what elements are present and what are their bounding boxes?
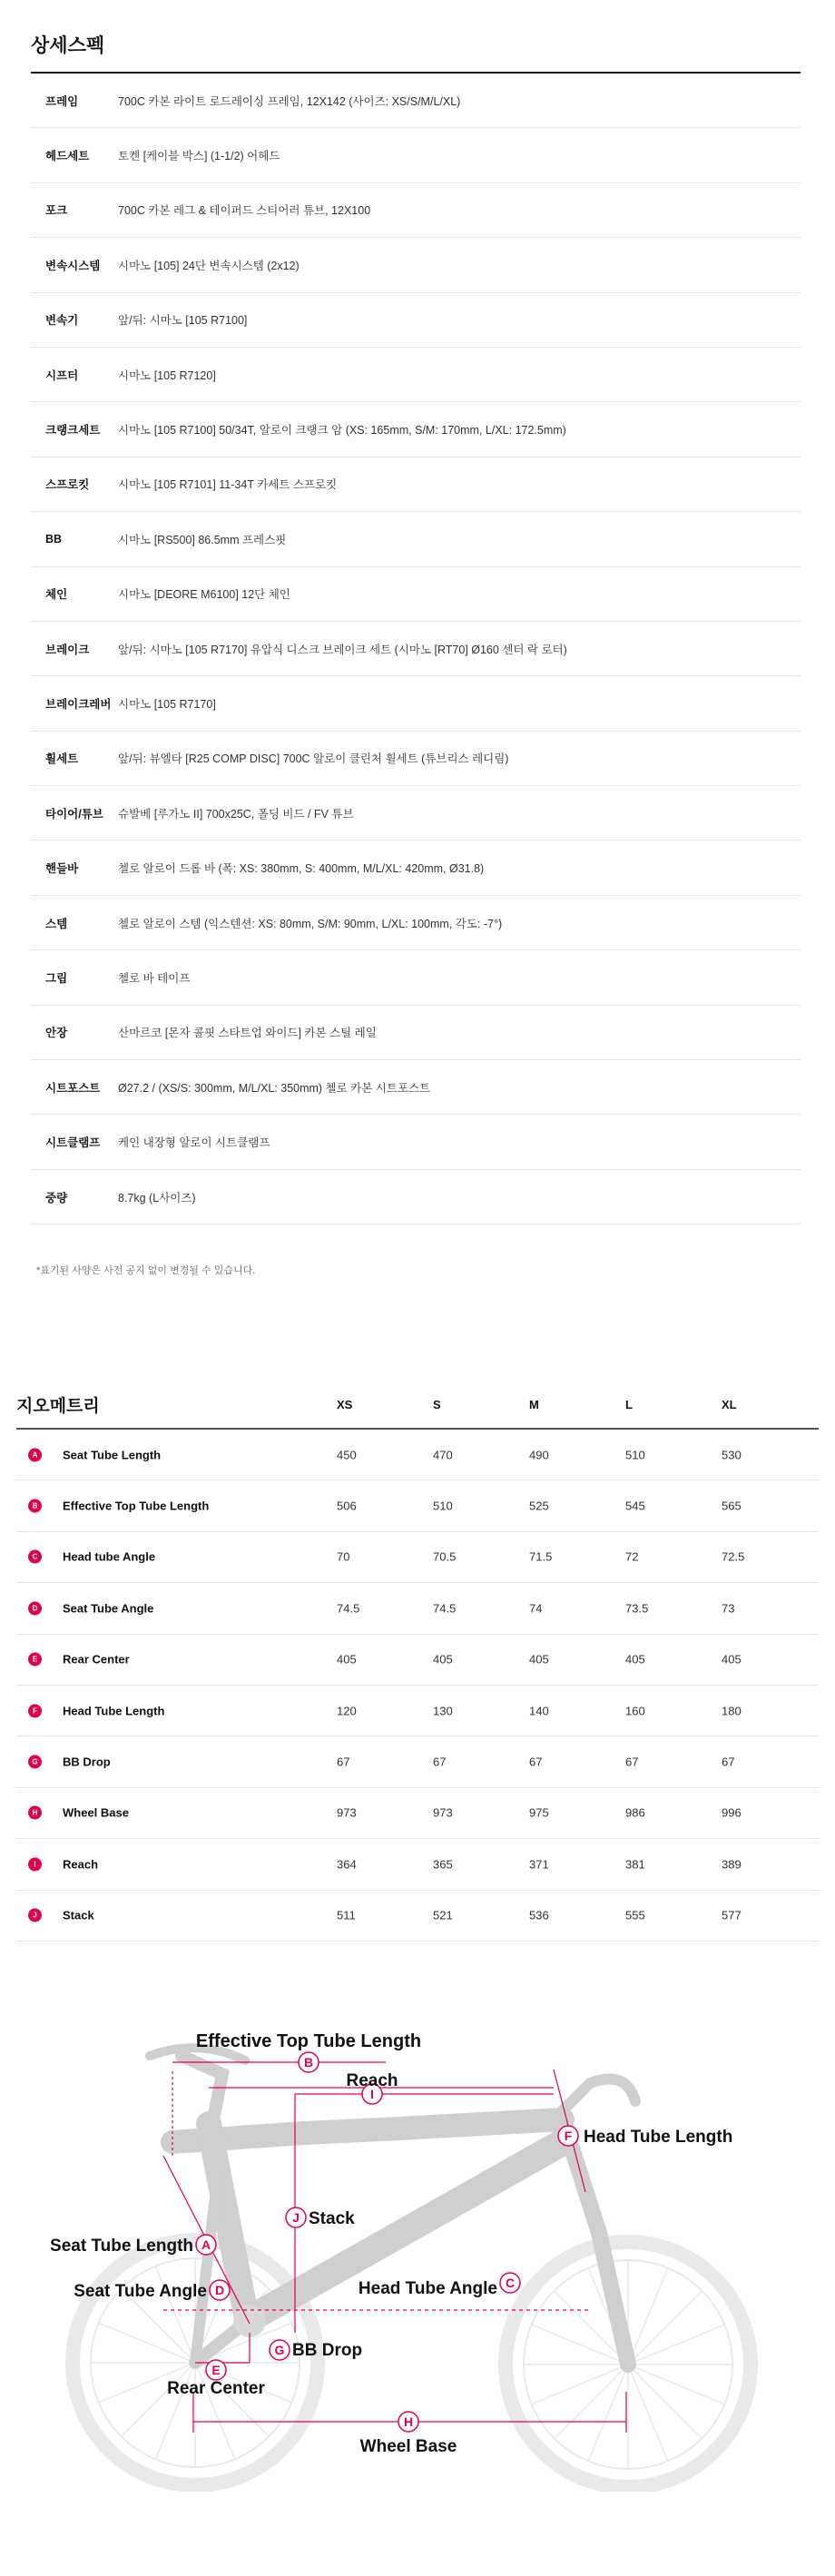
geometry-cell: 986 [625, 1805, 645, 1820]
spec-value: 700C 카본 레그 & 테이퍼드 스티어러 튜브, 12X100 [118, 204, 371, 218]
geometry-cell: 130 [433, 1704, 453, 1718]
geometry-cell: 67 [625, 1755, 639, 1769]
geometry-cell: 405 [433, 1652, 453, 1667]
label-seat-tube-length: Seat Tube Length [50, 2237, 193, 2256]
spec-value: 시마노 [RS500] 86.5mm 프레스핏 [118, 533, 287, 546]
geometry-cell: 70.5 [433, 1549, 457, 1564]
spec-label: 브레이크레버 [45, 697, 112, 711]
spec-value: 슈발베 [루가노 II] 700x25C, 폴딩 비드 / FV 튜브 [118, 807, 354, 821]
spec-label: 시트포스트 [45, 1081, 101, 1095]
size-header-m: M [529, 1398, 539, 1411]
spec-label: 스템 [45, 917, 68, 930]
geometry-badge: D [28, 1601, 42, 1615]
geometry-label: Stack [63, 1908, 94, 1922]
geometry-badge: G [28, 1755, 42, 1769]
geometry-row [16, 1532, 819, 1583]
geometry-badge: I [28, 1857, 42, 1871]
geometry-label: Reach [63, 1857, 99, 1872]
size-header-l: L [625, 1398, 633, 1411]
geometry-cell: 67 [433, 1755, 447, 1769]
spec-row [31, 786, 801, 841]
marker-f: F [564, 2129, 573, 2143]
spec-label: 시프터 [45, 369, 79, 382]
geometry-cell: 555 [625, 1908, 645, 1922]
geometry-row [16, 1788, 819, 1839]
geometry-cell: 73.5 [625, 1601, 649, 1616]
geometry-cell: 160 [625, 1704, 645, 1718]
geometry-label: BB Drop [63, 1755, 111, 1769]
spec-row [31, 183, 801, 238]
marker-b: B [303, 2055, 314, 2070]
spec-row [31, 457, 801, 512]
geometry-row [16, 1686, 819, 1736]
geometry-cell: 67 [722, 1755, 735, 1769]
geometry-cell: 389 [722, 1857, 742, 1872]
spec-label: 핸들바 [45, 862, 79, 876]
spec-label: 스프로킷 [45, 478, 90, 492]
spec-label: 헤드세트 [45, 150, 90, 163]
spec-title: 상세스펙 [31, 35, 105, 56]
geometry-label: Head Tube Length [63, 1704, 165, 1718]
geometry-label: Head tube Angle [63, 1549, 156, 1564]
spec-row [31, 293, 801, 348]
spec-label: 체인 [45, 588, 68, 602]
geometry-cell: 973 [337, 1805, 357, 1820]
geometry-cell: 506 [337, 1499, 357, 1513]
geometry-cell: 67 [529, 1755, 543, 1769]
geometry-cell: 70 [337, 1549, 350, 1564]
spec-value: 시마노 [105 R7100] 50/34T, 알로이 크랭크 암 (XS: 165mm, S/M: 170mm, L/XL: 172.5mm) [118, 424, 566, 438]
geometry-cell: 381 [625, 1857, 645, 1872]
spec-label: 그립 [45, 971, 68, 985]
spec-row [31, 1006, 801, 1060]
spec-value: 첼로 알로이 드롭 바 (폭: XS: 380mm, S: 400mm, M/L/XL: 420mm, Ø31.8) [118, 862, 485, 876]
geometry-cell: 74.5 [337, 1601, 360, 1616]
geometry-badge: J [28, 1909, 42, 1922]
spec-value: 산마르코 [몬자 콜핏 스타트업 와이드] 카본 스틸 레일 [118, 1027, 377, 1040]
geometry-cell: 525 [529, 1499, 549, 1513]
spec-row [31, 1060, 801, 1115]
spec-label: 안장 [45, 1027, 68, 1040]
geometry-label: Seat Tube Angle [63, 1601, 154, 1616]
spec-label: 브레이크 [45, 643, 90, 656]
geometry-label: Seat Tube Length [63, 1448, 162, 1462]
marker-e: E [211, 2363, 221, 2377]
spec-value: 시마노 [105 R7120] [118, 369, 216, 382]
geometry-badge: C [28, 1550, 42, 1564]
marker-c: C [505, 2276, 516, 2290]
geometry-cell: 71.5 [529, 1549, 553, 1564]
geometry-cell: 450 [337, 1448, 357, 1462]
label-head-tube-angle: Head Tube Angle [358, 2279, 497, 2298]
spec-label: 변속시스템 [45, 259, 101, 272]
spec-value: Ø27.2 / (XS/S: 300mm, M/L/XL: 350mm) 첼로 카본 시트포스트 [118, 1081, 431, 1095]
geometry-badge: E [28, 1653, 42, 1667]
geometry-label: Wheel Base [63, 1805, 129, 1820]
spec-row [31, 74, 801, 128]
diagram-labels [36, 2020, 799, 2492]
spec-value: 앞/뒤: 뷰엘타 [R25 COMP DISC] 700C 알로이 클린처 휠세트 (튜브리스 레디림) [118, 752, 509, 766]
geometry-badge: F [28, 1704, 42, 1717]
marker-h: H [403, 2414, 414, 2429]
geometry-row [16, 1480, 819, 1531]
geometry-cell: 364 [337, 1857, 357, 1872]
geometry-cell: 67 [337, 1755, 350, 1769]
size-header-s: S [433, 1398, 441, 1411]
geometry-title: 지오메트리 [16, 1397, 100, 1416]
geometry-cell: 510 [433, 1499, 453, 1513]
spec-row [31, 238, 801, 292]
geometry-cell: 120 [337, 1704, 357, 1718]
geometry-cell: 470 [433, 1448, 453, 1462]
spec-label: 타이어/튜브 [45, 807, 103, 821]
geometry-cell: 140 [529, 1704, 549, 1718]
geometry-cell: 545 [625, 1499, 645, 1513]
spec-value: 시마노 [105 R7101] 11-34T 카세트 스프로킷 [118, 478, 338, 492]
geometry-cell: 72 [625, 1549, 639, 1564]
spec-row [31, 512, 801, 566]
geometry-cell: 74.5 [433, 1601, 457, 1616]
geometry-diagram [36, 2020, 799, 2492]
spec-value: 시마노 [105] 24단 변속시스템 (2x12) [118, 259, 300, 272]
geometry-cell: 577 [722, 1908, 742, 1922]
geometry-badge: A [28, 1448, 42, 1461]
spec-label: 휠세트 [45, 752, 79, 766]
geometry-row [16, 1430, 819, 1480]
spec-label: 중량 [45, 1191, 68, 1204]
marker-a: A [201, 2237, 211, 2252]
geometry-table [16, 1430, 819, 1942]
size-header-xl: XL [722, 1398, 737, 1411]
geometry-cell: 73 [722, 1601, 735, 1616]
geometry-cell: 530 [722, 1448, 742, 1462]
geometry-cell: 996 [722, 1805, 742, 1820]
label-wheel-base: Wheel Base [359, 2437, 457, 2456]
spec-row [31, 950, 801, 1005]
spec-value: 앞/뒤: 시마노 [105 R7100] [118, 314, 248, 328]
geometry-cell: 521 [433, 1908, 453, 1922]
geometry-cell: 975 [529, 1805, 549, 1820]
geometry-row [16, 1736, 819, 1787]
geometry-row [16, 1635, 819, 1686]
spec-value: 8.7kg (L사이즈) [118, 1191, 196, 1204]
label-stack: Stack [309, 2209, 355, 2228]
spec-label: 크랭크세트 [45, 424, 101, 438]
label-head-tube: Head Tube Length [584, 2128, 733, 2147]
spec-value: 첼로 바 테이프 [118, 971, 191, 985]
spec-row [31, 128, 801, 182]
geometry-cell: 510 [625, 1448, 645, 1462]
spec-row [31, 896, 801, 950]
geometry-cell: 72.5 [722, 1549, 745, 1564]
geometry-cell: 405 [722, 1652, 742, 1667]
spec-label: 시트클램프 [45, 1136, 101, 1150]
spec-row [31, 622, 801, 676]
spec-row [31, 1170, 801, 1224]
geometry-cell: 371 [529, 1857, 549, 1872]
spec-note: *표기된 사양은 사전 공지 없이 변경될 수 있습니다. [36, 1265, 256, 1276]
spec-row [31, 1115, 801, 1169]
spec-value: 시마노 [105 R7170] [118, 697, 216, 711]
spec-label: 포크 [45, 204, 68, 218]
geometry-cell: 565 [722, 1499, 742, 1513]
spec-row [31, 567, 801, 622]
spec-value: 첼로 알로이 스템 (익스텐션: XS: 80mm, S/M: 90mm, L/XL: 100mm, 각도: -7°) [118, 917, 503, 930]
spec-row [31, 676, 801, 731]
geometry-badge: H [28, 1806, 42, 1820]
spec-label: 변속기 [45, 314, 79, 328]
geometry-row [16, 1839, 819, 1890]
geometry-cell: 973 [433, 1805, 453, 1820]
geometry-badge: B [28, 1499, 42, 1513]
geometry-cell: 405 [529, 1652, 549, 1667]
marker-j: J [292, 2210, 300, 2225]
spec-table [31, 74, 801, 1224]
geometry-cell: 511 [337, 1908, 356, 1922]
spec-row [31, 348, 801, 402]
geometry-cell: 536 [529, 1908, 549, 1922]
label-rear-center: Rear Center [167, 2379, 265, 2398]
spec-value: 케인 내장형 알로이 시트클램프 [118, 1136, 270, 1150]
geometry-cell: 74 [529, 1601, 543, 1616]
geometry-cell: 490 [529, 1448, 549, 1462]
geometry-label: Effective Top Tube Length [63, 1499, 210, 1513]
spec-row [31, 841, 801, 895]
spec-value: 700C 카본 라이트 로드레이싱 프레임, 12X142 (사이즈: XS/S/M/L/XL) [118, 94, 461, 108]
label-seat-tube-angle: Seat Tube Angle [74, 2282, 207, 2301]
spec-label: 프레임 [45, 94, 79, 108]
label-top-tube: Effective Top Tube Length [195, 2031, 422, 2051]
label-bb-drop: BB Drop [292, 2341, 363, 2360]
spec-row [31, 402, 801, 457]
size-header-xs: XS [337, 1398, 353, 1411]
marker-i: I [370, 2087, 374, 2101]
spec-value: 앞/뒤: 시마노 [105 R7170] 유압식 디스크 브레이크 세트 (시마노 [RT70] Ø160 센터 락 로터) [118, 643, 567, 656]
geometry-cell: 405 [337, 1652, 357, 1667]
spec-value: 토켄 [케이블 박스] (1-1/2) 어헤드 [118, 150, 280, 163]
geometry-cell: 365 [433, 1857, 453, 1872]
geometry-row [16, 1583, 819, 1634]
marker-g: G [274, 2343, 285, 2357]
spec-label: BB [45, 532, 63, 546]
geometry-label: Rear Center [63, 1652, 130, 1667]
geometry-cell: 180 [722, 1704, 742, 1718]
spec-value: 시마노 [DEORE M6100] 12단 체인 [118, 588, 290, 602]
spec-row [31, 732, 801, 786]
geometry-cell: 405 [625, 1652, 645, 1667]
marker-d: D [214, 2283, 225, 2297]
label-reach: Reach [346, 2071, 398, 2090]
geometry-row [16, 1891, 819, 1942]
